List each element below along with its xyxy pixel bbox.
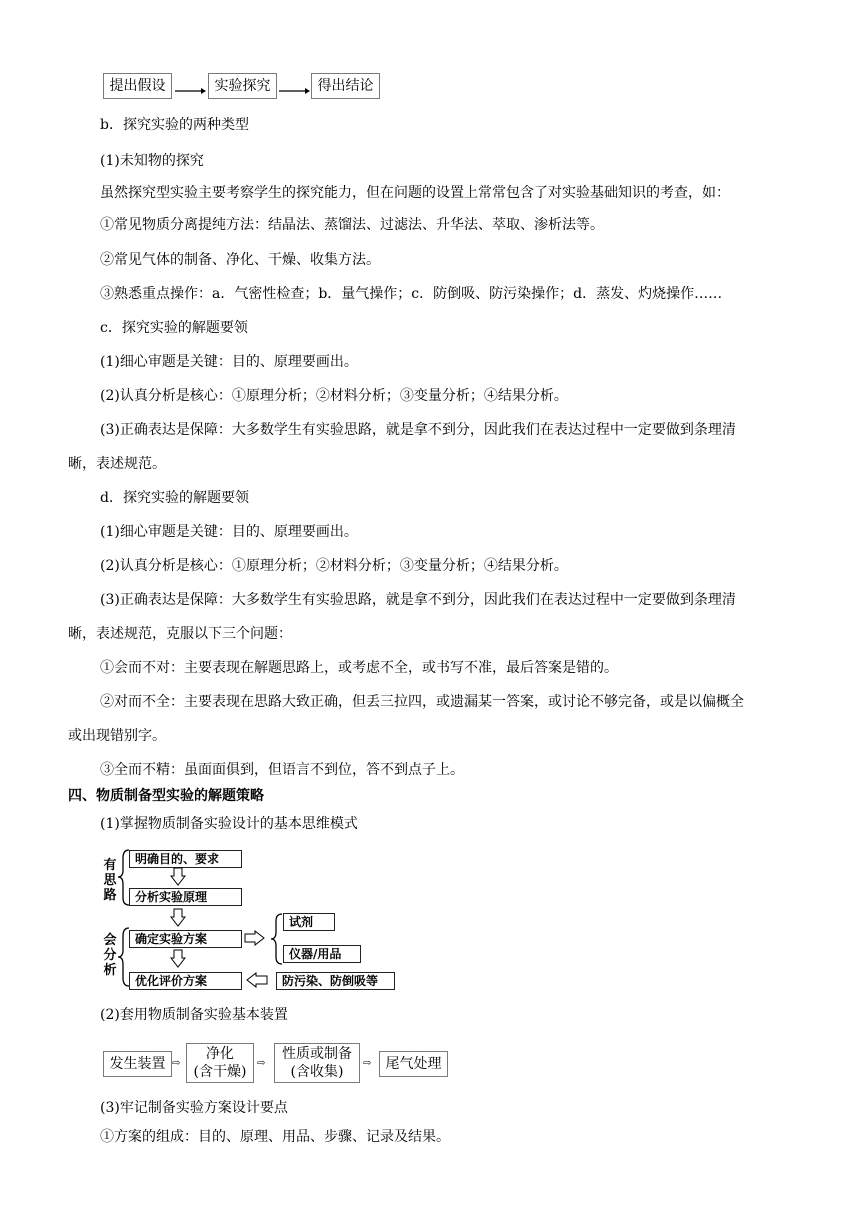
side-label-thinking: 有思路	[103, 858, 117, 903]
flow-box-generator	[103, 1051, 172, 1077]
diagram-box-evaluate: 优化评价方案	[129, 972, 242, 990]
list-item: ③熟悉重点操作：a．气密性检查；b．量气操作；c．防倒吸、防污染操作；d．蒸发、灼烧操作……	[100, 286, 723, 302]
flow-box-hypothesis	[103, 73, 172, 99]
paragraph: (3)牢记制备实验方案设计要点	[100, 1100, 288, 1116]
small-arrow-icon: ⇨	[172, 1058, 181, 1069]
left-arrow-icon	[245, 972, 269, 988]
paragraph: (1)细心审题是关键：目的、原理要画出。	[100, 354, 358, 370]
paragraph: (1)细心审题是关键：目的、原理要画出。	[100, 524, 358, 540]
list-item: ①方案的组成：目的、原理、用品、步骤、记录及结果。	[100, 1129, 450, 1145]
paragraph: (2)认真分析是核心：①原理分析；②材料分析；③变量分析；④结果分析。	[100, 388, 568, 404]
paragraph: 晰，表述规范。	[68, 456, 166, 472]
list-item: ③全而不精：虽面面俱到，但语言不到位，答不到点子上。	[100, 762, 464, 778]
flow-box-label: 性质或制备	[282, 1046, 352, 1062]
flow-box-label: 净化	[206, 1046, 234, 1062]
flow-box-label: (含收集)	[290, 1064, 344, 1080]
flow-box-label: 实验探究	[214, 78, 271, 94]
list-item: 或出现错别字。	[68, 728, 166, 744]
flow-box-label: (含干燥)	[193, 1064, 247, 1080]
paragraph: 虽然探究型实验主要考察学生的探究能力，但在问题的设置上常常包含了对实验基础知识的考查，如：	[100, 185, 730, 201]
arrow-right-icon	[277, 80, 311, 94]
paragraph: 晰，表述规范，克服以下三个问题：	[68, 626, 292, 642]
diagram-box-plan: 确定实验方案	[129, 930, 242, 948]
down-arrow-icon	[170, 949, 186, 969]
flow-box-property	[274, 1043, 360, 1083]
diagram-box-reagent: 试剂	[283, 913, 335, 931]
list-item: ①会而不对：主要表现在解题思路上，或考虑不全，或书写不准，最后答案是错的。	[100, 660, 618, 676]
down-arrow-icon	[170, 867, 186, 887]
subheading-c: c．探究实验的解题要领	[100, 320, 248, 336]
side-label-analysis: 会分析	[103, 933, 117, 978]
paragraph: (3)正确表达是保障：大多数学生有实验思路，就是拿不到分，因此我们在表达过程中一定要做到条理清	[100, 592, 736, 608]
flow-box-label: 发生装置	[109, 1056, 166, 1072]
flow-box-purify	[186, 1043, 254, 1083]
list-item: ②对而不全：主要表现在思路大致正确，但丢三拉四，或遗漏某一答案，或讨论不够完备，或是以偏概全	[100, 694, 744, 710]
diagram-box-goal: 明确目的、要求	[129, 850, 242, 868]
flow-box-label: 得出结论	[317, 78, 374, 94]
paragraph: (2)套用物质制备实验基本装置	[100, 1007, 288, 1023]
flow-box-experiment	[208, 73, 277, 99]
list-item: ①常见物质分离提纯方法：结晶法、蒸馏法、过滤法、升华法、萃取、渗析法等。	[100, 217, 604, 233]
flow-box-label: 尾气处理	[385, 1056, 442, 1072]
small-arrow-icon: ⇨	[363, 1058, 372, 1069]
subheading-d: d．探究实验的解题要领	[100, 490, 249, 506]
paragraph: (1)未知物的探究	[100, 153, 204, 169]
paragraph: (3)正确表达是保障：大多数学生有实验思路，就是拿不到分，因此我们在表达过程中一定要做到条理清	[100, 422, 736, 438]
section-heading: 四、物质制备型实验的解题策略	[68, 788, 264, 804]
arrow-right-icon	[173, 80, 207, 94]
flow-box-tail-gas	[379, 1051, 448, 1077]
diagram-box-instrument: 仪器/用品	[283, 945, 361, 963]
down-arrow-icon	[170, 908, 186, 928]
paragraph: (1)掌握物质制备实验设计的基本思维模式	[100, 816, 358, 832]
subheading-b: b．探究实验的两种类型	[100, 117, 249, 133]
flow-box-conclusion	[311, 73, 380, 99]
flow-box-label: 提出假设	[109, 78, 166, 94]
small-arrow-icon: ⇨	[257, 1058, 266, 1069]
list-item: ②常见气体的制备、净化、干燥、收集方法。	[100, 252, 380, 268]
diagram-box-principle: 分析实验原理	[129, 888, 242, 906]
right-arrow-icon	[244, 930, 266, 946]
paragraph: (2)认真分析是核心：①原理分析；②材料分析；③变量分析；④结果分析。	[100, 558, 568, 574]
diagram-box-prevention: 防污染、防倒吸等	[276, 972, 395, 990]
